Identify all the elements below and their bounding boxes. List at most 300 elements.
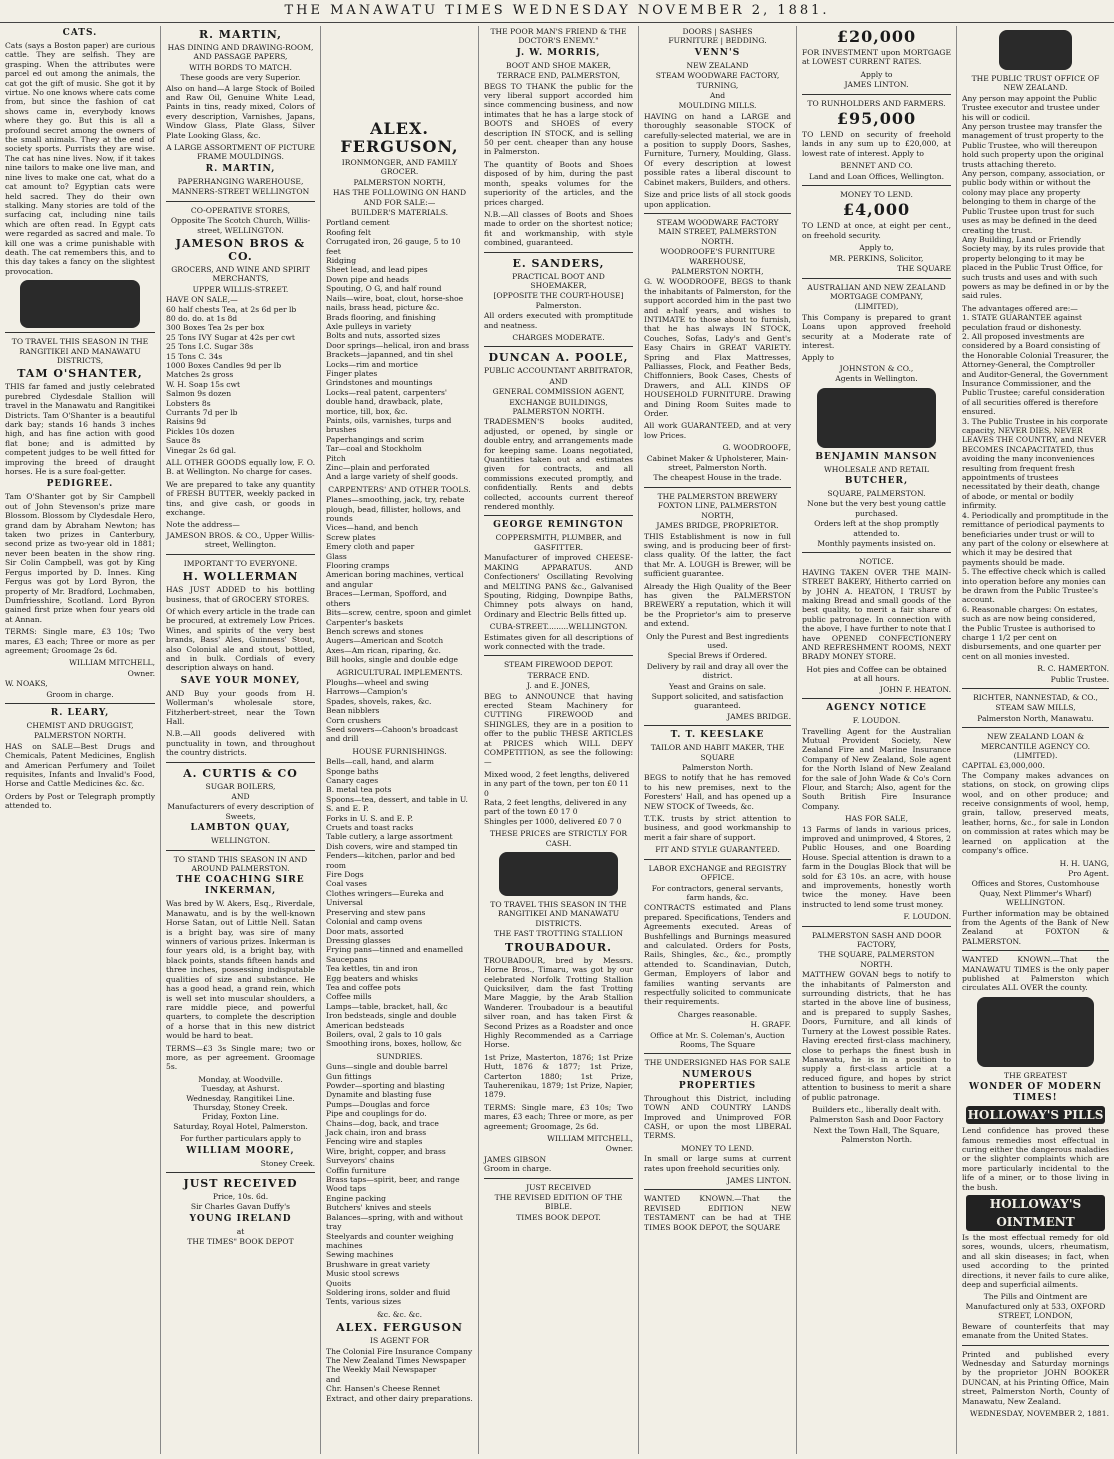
ferguson-has: HAS THE FOLLOWING ON HAND AND FOR SALE:—: [332, 188, 467, 207]
jameson-price-list: [166, 305, 315, 456]
troubadour-owner: WILLIAM MITCHELL,: [547, 1134, 633, 1143]
firewood-body: BEG to ANNOUNCE that having erected Steam Machinery for CUTTING FIREWOOD and SHINGLES, they are in a position to offer to the public THESE ARTICLES at PRICES which WILL DEFY COMPETITION, as see the following:—: [484, 691, 633, 767]
woodroofe-foot: The cheapest House in the trade.: [653, 473, 782, 483]
imprint-date: WEDNESDAY, NOVEMBER 2, 1881.: [969, 1408, 1109, 1418]
divider: [166, 1172, 315, 1173]
inkerman-title: TO STAND THIS SEASON IN AND AROUND PALMERSTON.: [173, 854, 308, 874]
keeslake-sub: TAILOR AND HABIT MAKER, THE SQUARE: [650, 743, 785, 762]
brewery-body3: Only the Purest and Best ingredients used.: [646, 631, 789, 650]
martin-body: Also on hand—A large Stock of Boiled and Raw Oil, Genuine White Lead, Paints in tins, ready mixed, Colors of every description, Varnishes, Japans, Window Glass, Plate Glass, Silver Plate Looking Glass, &c.: [166, 83, 315, 140]
investment-sign: JAMES LINTON.: [844, 80, 909, 90]
divider: [644, 487, 791, 488]
agency-title: AGENCY NOTICE: [826, 703, 927, 714]
troubadour-sub: THE FAST TROTTING STALLION: [493, 929, 624, 939]
list-item: Wire, bright, copper, and brass: [326, 1146, 446, 1156]
ferguson-sec1: BUILDER'S MATERIALS.: [350, 208, 449, 218]
divider: [802, 926, 951, 927]
list-item: Bench screws and stones: [326, 626, 424, 636]
received-price: Price, 10s. 6d.: [212, 1192, 269, 1201]
jameson-desc: GROCERS, AND WINE AND SPIRIT MERCHANTS,: [171, 264, 310, 284]
troubadour-owner-role: Owner.: [605, 1144, 633, 1154]
remington-name: GEORGE REMINGTON: [493, 520, 624, 531]
curtis-city: WELLINGTON.: [210, 836, 270, 846]
leary-name: R. LEARY,: [50, 707, 110, 718]
mortgage-sub: (LIMITED),: [854, 302, 899, 312]
list-item: Fire Dogs: [326, 870, 364, 880]
received-at: at: [236, 1226, 245, 1236]
newspaper-masthead: THE MANAWATU TIMES WEDNESDAY NOVEMBER 2, 1881.: [0, 0, 1114, 23]
column-5: [638, 26, 796, 1454]
list-item: Colonial and camp ovens: [326, 917, 423, 927]
labor-sub: For contractors, general servants, farm hands, &c.: [651, 883, 784, 902]
ferguson-sec4: HOUSE FURNISHINGS.: [352, 746, 447, 756]
agency-name: F. LOUDON.: [852, 716, 901, 726]
runholders-title: TO RUNHOLDERS AND FARMERS.: [807, 98, 946, 108]
list-item: Wood taps: [326, 1184, 367, 1194]
brewery-sign: JAMES BRIDGE.: [727, 711, 791, 721]
martin-name: R. MARTIN,: [199, 28, 282, 41]
holloway-ointment-banner: HOLLOWAY'S OINTMENT: [966, 1195, 1105, 1231]
trust-items-list: [962, 94, 1109, 301]
woodroofe-sign: G. WOODROOFE,: [722, 443, 791, 453]
sanders-name: E. SANDERS,: [512, 256, 605, 270]
list-item: Bits—screw, centre, spoon and gimlet: [326, 608, 472, 618]
list-item: Bells—call, hand, and alarm: [326, 757, 434, 767]
list-item: Iron bedsteads, single and double: [326, 1011, 457, 1021]
list-item: Table cutlery, a large assortment: [326, 832, 453, 842]
divider: [962, 727, 1109, 728]
manson-name: BENJAMIN MANSON: [815, 451, 938, 462]
troubadour-prizes: 1st Prize, Masterton, 1876; 1st Prize Hutt, 1876 & 1877; 1st Prize, Carterton 1880; 1st Prize, Tauherenikau, 1879; 1st Prize, Napier, 1879.: [484, 1052, 633, 1100]
leary-foot: Orders by Post or Telegraph promptly attended to.: [5, 791, 155, 811]
inkerman-owner: WILLIAM MOORE,: [186, 1145, 295, 1156]
notice-body2: Hot pies and Coffee can be obtained at all hours.: [806, 664, 947, 684]
wollerman-title: IMPORTANT TO EVERYONE.: [183, 558, 298, 568]
firewood-rates: [484, 770, 633, 826]
list-item: Coffee mills: [326, 992, 372, 1002]
list-item: Pitch: [326, 453, 346, 463]
keeslake-body: BEGS to notify that he has removed to his new premises, next to the Foresters' Hall, and has opened up a NEW STOCK of Tweeds, &c.: [644, 773, 791, 811]
column-spacer: [326, 26, 473, 118]
tam-groom: W. NOAKS,: [5, 679, 48, 689]
list-item: Salmon 9s dozen: [166, 389, 232, 399]
venn-name: VENN'S: [694, 47, 741, 58]
morris-sub: BOOT AND SHOE MAKER,: [506, 60, 611, 70]
list-item: Paints, oils, varnishes, turps and brushes: [326, 415, 452, 435]
linton-sign: JAMES LINTON.: [726, 1176, 791, 1186]
ferguson-foot-name: ALEX. FERGUSON: [336, 1321, 463, 1335]
labor-addr: Office at Mr. S. Coleman's, Auction Rooms, The Square: [650, 1030, 785, 1049]
tam-ad-intro: TO TRAVEL THIS SEASON IN THE RANGITIKEI AND MANAWATU DISTRICTS,: [11, 337, 149, 365]
list-item: Music stool screws: [326, 1269, 400, 1279]
list-item: Harrows—Campion's: [326, 687, 408, 697]
ferguson-sec2: CARPENTERS' AND OTHER TOOLS.: [328, 484, 471, 494]
ferguson-name: ALEX. FERGUSON,: [340, 119, 459, 156]
morris-body2: The quantity of Boots and Shoes disposed of by him, during the past month, speaks volumes for the superiority of the articles, and the prices charged.: [484, 159, 633, 207]
column-7: [956, 26, 1114, 1454]
list-item: Egg beaters and whisks: [326, 973, 418, 983]
received-author: Sir Charles Gavan Duffy's: [190, 1202, 291, 1212]
list-item: 300 Boxes Tea 2s per box: [166, 323, 265, 333]
wollerman-save-body: AND Buy your goods from H. Wollerman's wholesale store, Fitzherbert-street, near the Town Hall.: [166, 688, 315, 726]
brewery-body2: Already the High Quality of the Beer has given the PALMERSTON BREWERY a reputation, which it will be the Proprietor's aim to preserve and extend.: [644, 581, 791, 629]
list-item: Rata, 2 feet lengths, delivered in any part of the town £0 17 0: [484, 798, 627, 817]
remington-foot: Estimates given for all descriptions of work connected with the trade.: [484, 632, 633, 651]
ferguson-place: PALMERSTON NORTH,: [353, 177, 446, 187]
remington-body: Manufacturer of improved CHEESE-MAKING APPARATUS. AND Confectioners' Oscillating Revolving and MELTING PANS &c., Galvanised Spouting, Ridging, Downpipe Baths, Chimney pots always on hand, Ordinary and Electric Bells fitted up.: [484, 553, 633, 619]
divider: [802, 94, 951, 95]
divider: [484, 1178, 633, 1179]
list-item: 80 do. do. at 1s 8d: [166, 313, 238, 323]
list-item: Brushware in great variety: [326, 1259, 430, 1269]
linton-money-body: In small or large sums at current rates upon freehold securities only.: [644, 1154, 791, 1173]
list-item: Mixed wood, 2 feet lengths, delivered in any part of the town, per ton £0 11 0: [484, 769, 630, 798]
list-item: Any Building, Land or Friendly Society may, by its rules provide that property belonging to it may be placed in the Public Trust Office, for such trusts and uses and with such powers as may be defined in or by the said rules.: [962, 234, 1109, 301]
list-item: Zinc—plain and perforated: [326, 463, 430, 472]
richter-sub: STEAM SAW MILLS,: [995, 703, 1076, 713]
sanders-place: [OPPOSITE THE COURT-HOUSE] Palmerston.: [493, 291, 624, 310]
brewery-title: THE PALMERSTON BREWERY FOXTON LINE, PALMERSTON NORTH,: [657, 491, 778, 520]
keeslake-body2: T.T.K. trusts by strict attention to business, and good workmanship to merit a fair share of support.: [644, 814, 791, 842]
manson-place: SQUARE, PALMERSTON.: [827, 488, 926, 498]
list-item: Axle pulleys in variety: [326, 321, 412, 331]
list-item: Spouting, O G, and half round: [326, 284, 442, 294]
manson-desc: BUTCHER,: [844, 475, 909, 486]
list-item: Pipe and couplings for do.: [326, 1109, 427, 1119]
divider: [962, 950, 1109, 951]
brewery-prop: JAMES BRIDGE, PROPRIETOR.: [656, 521, 779, 531]
brewery-body7: Support solicited, and satisfaction guaranteed.: [651, 692, 784, 711]
list-item: Raisins 9d: [166, 417, 207, 427]
list-item: Tents, various sizes: [326, 1297, 402, 1307]
brewery-body5: Delivery by rail and dray all over the district.: [646, 661, 789, 681]
brewery-body: THIS Establishment is now in full swing, and is producing beer of first-class quality. Of the latter, the fact that Mr. A. LOUGH is Brewer, will be sufficient guarantee.: [644, 531, 791, 579]
investment-body: FOR INVESTMENT upon MORTGAGE at LOWEST CURRENT RATES.: [802, 48, 951, 67]
list-item: Tuesday, at Ashurst.: [201, 1084, 280, 1094]
agricultural-list: [326, 678, 473, 744]
list-item: The Weekly Mail Newspaper: [326, 1365, 437, 1375]
list-item: Roofing felt: [326, 227, 371, 237]
list-item: and: [326, 1374, 341, 1384]
holloway-head: THE GREATEST: [1004, 1070, 1067, 1080]
list-item: Dish covers, wire and stamped tin: [326, 841, 458, 851]
mortgage-apply: Apply to: [802, 353, 834, 363]
tam-owner: WILLIAM MITCHELL,: [69, 658, 155, 668]
list-item: Dynamite and blasting fuse: [326, 1090, 432, 1100]
martin-sub: HAS DINING AND DRAWING-ROOM, AND PASSAGE PAPERS,: [167, 43, 314, 62]
divider: [166, 554, 315, 555]
list-item: Brackets—japanned, and tin shel: [326, 350, 454, 360]
poole-place: EXCHANGE BUILDINGS, PALMERSTON NORTH.: [509, 397, 608, 416]
list-item: Smoothing irons, boxes, hollow, &c: [326, 1039, 462, 1049]
martin-sign: R. MARTIN,: [205, 163, 276, 174]
firewood-name: J. and E. JONES,: [526, 681, 591, 691]
list-item: The New Zealand Times Newspaper: [326, 1355, 466, 1365]
list-item: Pumps—Douglas and force: [326, 1099, 430, 1109]
curtis-and: AND: [231, 792, 250, 801]
list-item: Tea kettles, tin and iron: [326, 964, 418, 974]
list-item: Powder—sporting and blasting: [326, 1081, 445, 1090]
manson-body3: Monthly payments insisted on.: [817, 539, 936, 548]
list-item: Locks—rim and mortice: [326, 359, 418, 369]
woodware-title: STEAM WOODWARE FACTORY MAIN STREET, PALMERSTON NORTH.: [656, 217, 779, 246]
lend-title: MONEY TO LEND.: [840, 190, 913, 200]
trust-sign: R. C. HAMERTON.: [1037, 664, 1109, 674]
list-item: Glass: [326, 551, 347, 561]
richter-place: Palmerston North, Manawatu.: [977, 713, 1094, 723]
list-item: Down pipe and heads: [326, 274, 409, 284]
wollerman-save: SAVE YOUR MONEY,: [180, 675, 301, 686]
tam-owner-role: Owner.: [127, 668, 155, 678]
nzloan-sign: H. H. UANG,: [1059, 858, 1109, 868]
venn-and: And: [709, 91, 726, 101]
jameson-butter: We are prepared to take any quantity of FRESH BUTTER, weekly packed in tins, and give cash, or goods in exchange.: [166, 479, 315, 518]
ferguson-etc: &c. &c. &c.: [376, 1309, 423, 1319]
divider: [644, 1189, 791, 1190]
jameson-note: Note the address—: [166, 520, 240, 530]
received-place: THE TIMES" BOOK DEPOT: [187, 1237, 294, 1247]
holloway-wonder: WONDER OF MODERN TIMES!: [969, 1082, 1102, 1104]
list-item: Saucepans: [326, 954, 368, 964]
holloway-pills-body: Lend confidence has proved these famous remedies most effectual in curing either the dangerous maladies or the slighter complaints which are more particularly incidental to the life of a miner, or to those living in the bush.: [962, 1126, 1109, 1192]
nzloan-role: Pro Agent.: [1068, 868, 1109, 878]
holloway-illustration: [977, 997, 1095, 1067]
list-item: Jack chain, iron and brass: [326, 1128, 427, 1138]
tam-ad-name: TAM O'SHANTER,: [17, 367, 143, 381]
wollerman-name: H. WOLLERMAN: [182, 570, 299, 584]
linton-money: MONEY TO LEND.: [681, 1143, 754, 1153]
jameson-place: UPPER WILLIS-STREET.: [192, 284, 289, 294]
nzloan-foot: Further information may be obtained from the Agents of the Bank of New Zealand at FOXTON & PALMERSTON.: [962, 908, 1109, 946]
investment-apply: Apply to: [860, 69, 893, 79]
list-item: Canary cages: [326, 776, 379, 785]
bible-title: JUST RECEIVED: [526, 1182, 591, 1192]
divider: [644, 725, 791, 726]
list-item: Any person trustee may transfer the management of trust property to the Public Trustee, who will thereupon hold such property upon the original trusts attaching thereto.: [962, 122, 1104, 169]
venn-head: DOORS | SASHES FURNITURE | BEDDING.: [668, 27, 767, 46]
list-item: Ridging: [326, 256, 357, 266]
list-item: Corn crushers: [326, 715, 381, 725]
trust-role: Public Trustee.: [1050, 674, 1109, 684]
list-item: Balances—spring, with and without tray: [326, 1212, 463, 1232]
list-item: Saturday, Royal Hotel, Palmerston.: [173, 1121, 308, 1131]
list-item: Ploughs—wheel and swing: [326, 677, 429, 687]
tam-pedigree-body: Tam O'Shanter got by Sir Campbell out of John Stevenson's prize mare Blossom. Blossom by Clydesdale Hero, grand dam by Abraham Newton; has taken two prizes in Canterbury, second prize as two-year old in 1881; never been beaten in the show ring. Sir Colin Campbell, was got by King Fergus imported by D. Innes. King Fergus was got by Lord Byron, the property of Mr. Bradford, Lochmaben, Dumfriesshire, Scotland. Lord Byron gained first prize when four years old at Annan.: [5, 492, 155, 624]
list-item: Guns—single and double barrel: [326, 1062, 448, 1072]
list-item: Engine packing: [326, 1193, 386, 1203]
keeslake-foot: FIT AND STYLE GUARANTEED.: [655, 845, 780, 855]
list-item: B. metal tea pots: [326, 785, 392, 795]
list-item: Lobsters 8s: [166, 398, 211, 408]
sash-body: MATTHEW GOVAN begs to notify to the inhabitants of Palmerston and surrounding districts, that he has started in the above line of business, and is prepared to supply Sashes, Doors, Furniture, and all kinds of Turnery at the Lowest possible Rates. Having erected first-class machinery, close to perhaps the finest bush in Manawatu, he is in a position to supply a first-class article at a reduced figure, and hopes by strict attention to business to merit a share of public patronage.: [802, 970, 951, 1102]
list-item: Steelyards and counter weighing machines: [326, 1231, 454, 1250]
agency-sale: HAS FOR SALE,: [844, 814, 909, 824]
list-item: 4. Periodically and promptitude in the remittance of periodical payments to beneficiaries under trust or will to any part of the colony or elsewhere at which it may be desired that payments should be made.: [962, 510, 1109, 567]
martin-place: MANNERS-STREET WELLINGTON: [171, 187, 310, 197]
sash-body2: Builders etc., liberally dealt with.: [812, 1104, 941, 1114]
list-item: The Colonial Fire Insurance Company: [326, 1346, 473, 1356]
sundries-list: [326, 1062, 473, 1307]
list-item: 1. STATE GUARANTEE against peculation fraud or dishonesty.: [962, 313, 1082, 332]
list-item: Brads flooring, and finishing: [326, 312, 436, 322]
leary-place: PALMERSTON NORTH.: [33, 731, 127, 741]
lend-place: THE SQUARE: [897, 264, 951, 274]
list-item: Forks in U. S. and E. P.: [326, 813, 414, 823]
runholders-body: TO LEND on security of freehold lands in any sum up to £20,000, at lowest rate of interest. Apply to: [802, 130, 951, 158]
lend-apply: Apply to,: [859, 243, 894, 253]
tam-pedigree-heading: PEDIGREE.: [46, 479, 114, 490]
builders-materials-list: [326, 218, 473, 481]
list-item: Spoons—tea, dessert, and table in U. S. and E. P.: [326, 794, 468, 814]
keeslake-name: T. T. KEESLAKE: [670, 730, 765, 741]
horse-illustration: [499, 852, 618, 896]
inkerman-body: Was bred by W. Akers, Esq., Riverdale, Manawatu, and is by the well-known Horse Satan, out of Little Nell. Satan is a bright bay, was sire of many winners of various prizes. Inkerman is four years old, is a bright bay, with black points, stands fifteen hands and three inches, possessing indisputable qualities of size and substance. He has a good head, a grand rein, which is well set into muscular shoulders, a rare middle piece, and powerful quarters, to complete the description of a horse that in this new district would be hard to beat.: [166, 899, 315, 1041]
mortgage-sign: JOHNSTON & CO.,: [839, 363, 914, 373]
list-item: Sponge baths: [326, 766, 379, 776]
holloway-warn: Beware of counterfeits that may emanate from the United States.: [962, 1321, 1109, 1341]
divider: [644, 1053, 791, 1054]
holloway-pills-banner: HOLLOWAY'S PILLS: [967, 1108, 1104, 1123]
martin-sub2: WITH BORDS TO MATCH.: [189, 62, 292, 72]
list-item: Chr. Hansen's Cheese Rennet Extract, and other dairy preparations.: [326, 1384, 473, 1403]
list-item: Chains—dog, back, and trace: [326, 1118, 439, 1128]
inkerman-schedule: [166, 1075, 315, 1131]
curtis-place: LAMBTON QUAY,: [190, 823, 291, 834]
notice-body: HAVING TAKEN OVER THE MAIN-STREET BAKERY, Hitherto carried on by JOHN A. HEATON, I TRUST by making Bread and small goods of the best quality, to merit a fair share of public patronage. In connection with the above, I have further to note that I have OPENED CONFECTIONERY AND REFRESHMENT ROOMS, NEXT BRADY MONEY STORE.: [802, 567, 951, 662]
poole-and: AND: [549, 376, 568, 386]
poole-name: DUNCAN A. POOLE,: [488, 351, 629, 365]
nzloan-addr: Offices and Stores, Customhouse Quay, Next Plimmer's Wharf) WELLINGTON.: [971, 879, 1100, 908]
coat-of-arms-illustration: [999, 30, 1073, 70]
mortgage-place: Agents in Wellington.: [835, 374, 918, 384]
venn-mills: MOULDING MILLS.: [678, 101, 757, 111]
list-item: Shingles per 1000, delivered £0 7 0: [484, 816, 622, 826]
nzloan-capital: CAPITAL £3,000,000.: [962, 761, 1045, 771]
morris-nb: N.B.—All classes of Boots and Shoes made to order on the shortest notice; fit and workmanship, with style combined, guaranteed.: [484, 209, 633, 248]
cats-article: Cats (says a Boston paper) are curious cattle. They are selfish. They are grasping. When the attributes were parcel ed out among the animals, the cat got the gift of music. She got it by virtue. No one knows where cats come from, but since the fashion of cat shows came in, everybody knows where they go. But this is all a profound secret among the owners of the small animals. They at the end of society sports. Purrists they are wise. The cat has nine lives. Now, if it takes nine tailors to make one live man, and nine lives to make one cat, what do a cat amount to? Egyptian cats were held sacred. They do their own stalking. Many stories are told of the surfacing cat, including nine tails which are often read. In Egypt cats were regarded as sacred and male. To kill one was a crime punishable with death. The cat remembers this, and to this day takes a fancy on the slightest provocation.: [5, 41, 155, 276]
bible-place: TIMES BOOK DEPOT.: [516, 1212, 601, 1222]
list-item: Braces—Lerman, Spofford, and others: [326, 589, 447, 608]
notice-sign: JOHN F. HEATON.: [880, 684, 951, 694]
linton-props: NUMEROUS PROPERTIES: [678, 1069, 757, 1091]
leary-sub: CHEMIST AND DRUGGIST,: [26, 720, 134, 730]
list-item: Sewing machines: [326, 1250, 394, 1260]
list-item: Carpenter's baskets: [326, 617, 404, 627]
list-item: Coffin furniture: [326, 1165, 387, 1175]
poole-desc: GENERAL COMMISSION AGENT,: [492, 387, 625, 397]
firewood-foot: THESE PRICES are STRICTLY FOR CASH.: [489, 829, 628, 848]
woodroofe-body: G. W. WOODROOFE, BEGS to thank the inhabitants of Palmerston, for the support accorded him in the past two and a-half years, and wishes to INTIMATE to those about to furnish, that he has always IN STOCK, Couches, Sofas, Lady's and Gent's Easy Chairs in GREAT VARIETY. Spring and Flax Mattresses, Palliasses, Flock, and Feather Beds, Chiffonniers, Book Cases, Chests of Drawers, and ALL KINDS OF HOUSEHOLD FURNITURE. Drawing and Dining Room Suites made to Order.: [644, 277, 791, 419]
list-item: Butchers' knives and steels: [326, 1203, 432, 1213]
morris-name: J. W. MORRIS,: [516, 47, 601, 58]
list-item: Thursday, Stoney Creek.: [193, 1102, 288, 1112]
trust-points-list: [962, 313, 1109, 661]
list-item: Grindstones and mountings: [326, 378, 433, 388]
list-item: Fenders—kitchen, parlor and bed room: [326, 851, 456, 870]
list-item: Bean nibblers: [326, 706, 380, 716]
sash-addr: Next the Town Hall, The Square, Palmerston North.: [813, 1125, 940, 1145]
list-item: Axes—Am rican, riparing, &c.: [326, 645, 441, 655]
list-item: Door springs—helical, iron and brass: [326, 340, 470, 350]
divider: [166, 850, 315, 851]
list-item: American bedsteads: [326, 1020, 405, 1030]
list-item: W. H. Soap 15s cwt: [166, 379, 241, 389]
jameson-name: JAMESON BROS & CO.: [175, 236, 306, 263]
list-item: 25 Tons I.C. Sugar 38s: [166, 342, 254, 352]
divider: [166, 201, 315, 202]
list-item: 2. All proposed investments are considered by a Board consisting of the Honorable Colonial Treasurer, the Attorney-General, the Comptroller and Auditor-General, the Government Insurance Commissioner, and the Public Trustee; careful consideration of all securities offered is therefore ensured.: [962, 331, 1109, 417]
list-item: American boring machines, vertical and angular: [326, 570, 464, 589]
list-item: Pickles 10s dozen: [166, 426, 235, 436]
poole-sub: PUBLIC ACCOUNTANT ARBITRATOR,: [484, 366, 633, 376]
list-item: Emery cloth and paper: [326, 542, 415, 552]
list-item: Coal vases: [326, 879, 367, 889]
divider: [484, 655, 633, 656]
troubadour-groom-role: Groom in charge.: [484, 1164, 552, 1174]
trust-advantages: The advantages offered are:—: [962, 303, 1078, 313]
martin-picture: A LARGE ASSORTMENT OF PICTURE FRAME MOULDINGS.: [166, 143, 315, 162]
list-item: 1000 Boxes Candles 9d per lb: [166, 360, 282, 370]
wollerman-body2: Of which every article in the trade can be procured, at extremely Low Prices. Wines, and spirits of the very best brands, Bass' Ales, Guinness' Stout, also Colonial ale and stout, bottled, and in bulk. Cordials of every description always on hand.: [166, 606, 315, 673]
list-item: Sauce 8s: [166, 436, 201, 446]
sash-title: PALMERSTON SASH AND DOOR FACTORY,: [811, 930, 942, 950]
list-item: Spades, shovels, rakes, &c.: [326, 696, 432, 706]
woodroofe-place: PALMERSTON NORTH,: [671, 266, 764, 276]
list-item: 25 Tons IVY Sugar at 42s per cwt: [166, 332, 295, 342]
firewood-title: STEAM FIREWOOD DEPOT.: [503, 660, 614, 670]
troubadour-body: TROUBADOUR, bred by Messrs. Horne Bros., Timaru, was got by our celebrated Norfolk Trotting Stallion Quicksilver, dam the fast Trotting Mare Maggie, by the Arab Stallion Wanderer. Troubadour is a beautiful silver roan, and has taken First & Second Prizes as a Roadster and once Highly Recommended as a Carriage Horse.: [484, 955, 633, 1050]
divider: [484, 252, 633, 253]
list-item: Friday, Foxton Line.: [202, 1112, 279, 1122]
wanted-known: WANTED KNOWN.—That the MANAWATU TIMES is the only paper published at Palmerston which circulates ALL OVER the county.: [962, 955, 1109, 993]
divider: [484, 515, 633, 516]
list-item: Vinegar 2s 6d gal.: [166, 445, 237, 455]
sanders-body: All orders executed with promptitude and neatness.: [484, 311, 633, 330]
keeslake-place: Palmerston North.: [681, 763, 754, 773]
list-item: Tar—coal and Stockholm: [326, 444, 422, 454]
sanders-sub: PRACTICAL BOOT AND SHOEMAKER,: [512, 271, 605, 290]
bull-illustration: [817, 388, 936, 448]
sash-place: THE SQUARE, PALMERSTON NORTH.: [818, 950, 935, 969]
remington-place: CUBA-STREET.........WELLINGTON.: [489, 622, 628, 632]
list-item: Finger plates: [326, 368, 378, 378]
list-item: Frying pans—tinned and enamelled: [326, 945, 464, 955]
list-item: Tea and coffee pots: [326, 982, 401, 992]
poole-body: TRADESMEN'S books audited, adjusted, or opened, by single or double entry, and arrangements made for keeping same. Loans negotiated, Quantities taken out and estimates given for contracts, and all commissions executed promptly, and confidentially. Rents and debts collected, accounts current thereof rendered monthly.: [484, 417, 633, 512]
divider: [166, 762, 315, 763]
column-6: [796, 26, 956, 1454]
brewery-body4: Special Brews if Ordered.: [667, 651, 768, 661]
divider: [5, 332, 155, 333]
list-item: Gun fittings: [326, 1071, 372, 1081]
list-item: Monday, at Woodville.: [198, 1074, 283, 1084]
troubadour-name: TROUBADOUR.: [504, 940, 613, 954]
woodroofe-guarantee: All work GUARANTEED, and at very low Prices.: [644, 421, 791, 440]
list-item: Any person, company, association, or public body within or without the colony may place any property belonging to them in charge of the Public Trustee upon trust for such uses as may be defined in the deed creating the trust.: [962, 169, 1105, 235]
divider: [644, 213, 791, 214]
list-item: 15 Tons C. 34s: [166, 351, 223, 361]
troubadour-title: TO TRAVEL THIS SEASON IN THE RANGITIKEI AND MANAWATU DISTRICTS.: [490, 900, 627, 928]
venn-foot: Size and price lists of all stock goods upon application.: [644, 190, 791, 209]
labor-charges: Charges reasonable.: [677, 1009, 758, 1019]
list-item: Planes—smoothing, jack, try, rebate plough, bead, fillister, hollows, and rounds: [326, 495, 465, 524]
wollerman-nb: N.B.—All goods delivered with punctuality in town, and throughout the country districts.: [166, 729, 315, 758]
ferguson-sub: IRONMONGER, AND FAMILY GROCER.: [341, 158, 458, 177]
richter-name: RICHTER, NANNESTAD, & CO.,: [973, 693, 1098, 702]
investment-amount: £20,000: [836, 27, 917, 46]
labor-sign: H. GRAFF.: [750, 1020, 791, 1030]
ferguson-sec5: SUNDRIES.: [376, 1051, 423, 1061]
